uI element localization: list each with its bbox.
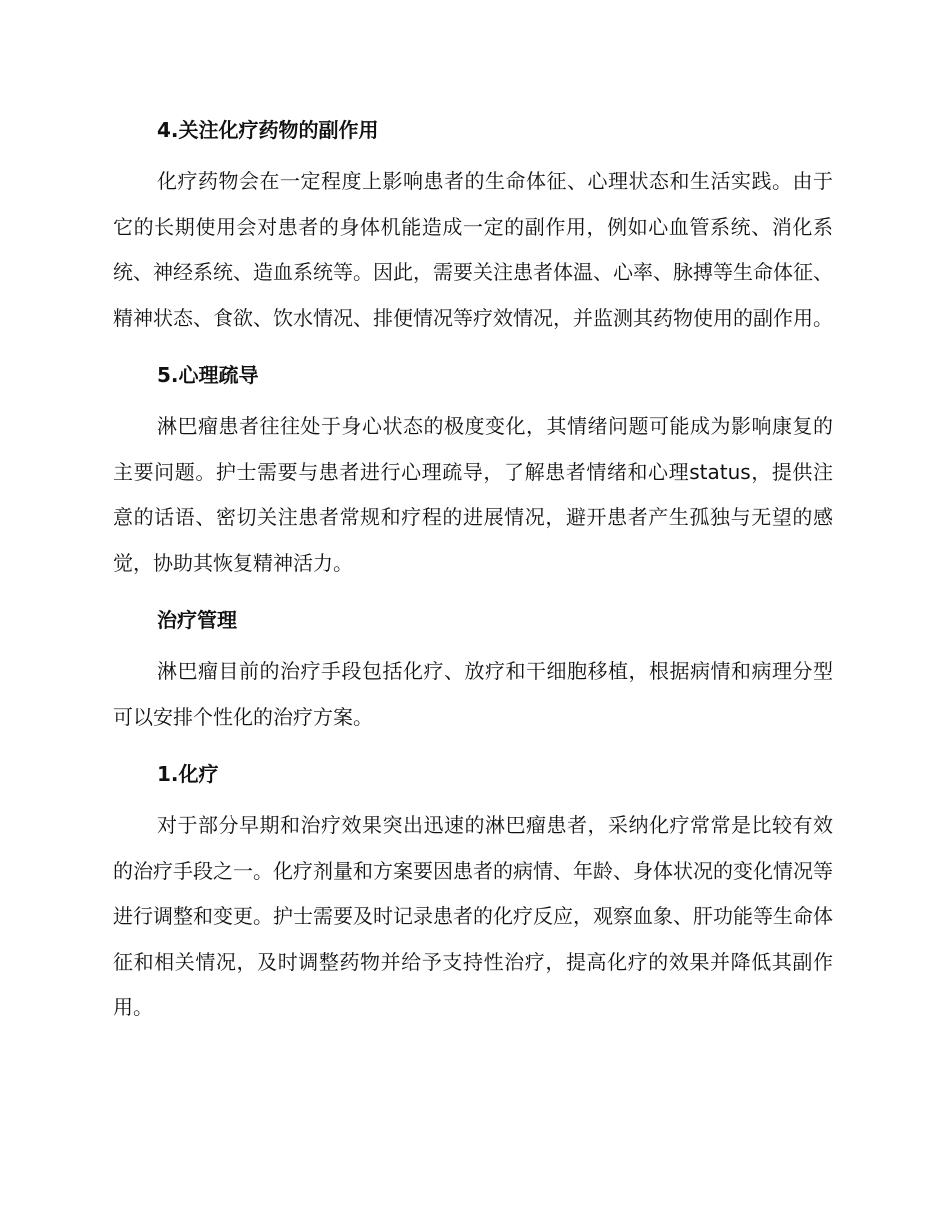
- section-paragraph-psychological-counseling: 淋巴瘤患者往往处于身心状态的极度变化，其情绪问题可能成为影响康复的主要问题。护士需要与患者进行心理疏导，了解患者情绪和心理status，提供注意的话语、密切关注患者常规和疗程的进展情况，避开患者产生孤独与无望的感觉，协助其恢复精神活力。: [113, 414, 833, 575]
- section-paragraph-treatment-management: 淋巴瘤目前的治疗手段包括化疗、放疗和干细胞移植，根据病情和病理分型可以安排个性化的治疗方案。: [113, 659, 833, 729]
- section-heading-chemotherapy: 1.化疗: [157, 762, 219, 786]
- section-heading-psychological-counseling: 5.心理疏导: [157, 363, 259, 387]
- section-heading-treatment-management: 治疗管理: [157, 608, 237, 632]
- section-paragraph-side-effects: 化疗药物会在一定程度上影响患者的生命体征、心理状态和生活实践。由于它的长期使用会对患者的身体机能造成一定的副作用，例如心血管系统、消化系统、神经系统、造血系统等。因此，需要关注患者体温、心率、脉搏等生命体征、精神状态、食欲、饮水情况、排便情况等疗效情况，并监测其药物使用的副作用。: [113, 169, 833, 330]
- section-paragraph-chemotherapy: 对于部分早期和治疗效果突出迅速的淋巴瘤患者，采纳化疗常常是比较有效的治疗手段之一。化疗剂量和方案要因患者的病情、年龄、身体状况的变化情况等进行调整和变更。护士需要及时记录患者的化疗反应，观察血象、肝功能等生命体征和相关情况，及时调整药物并给予支持性治疗，提高化疗的效果并降低其副作用。: [113, 813, 833, 1019]
- section-heading-side-effects: 4.关注化疗药物的副作用: [157, 118, 379, 142]
- document-page: [113, 112, 833, 1031]
